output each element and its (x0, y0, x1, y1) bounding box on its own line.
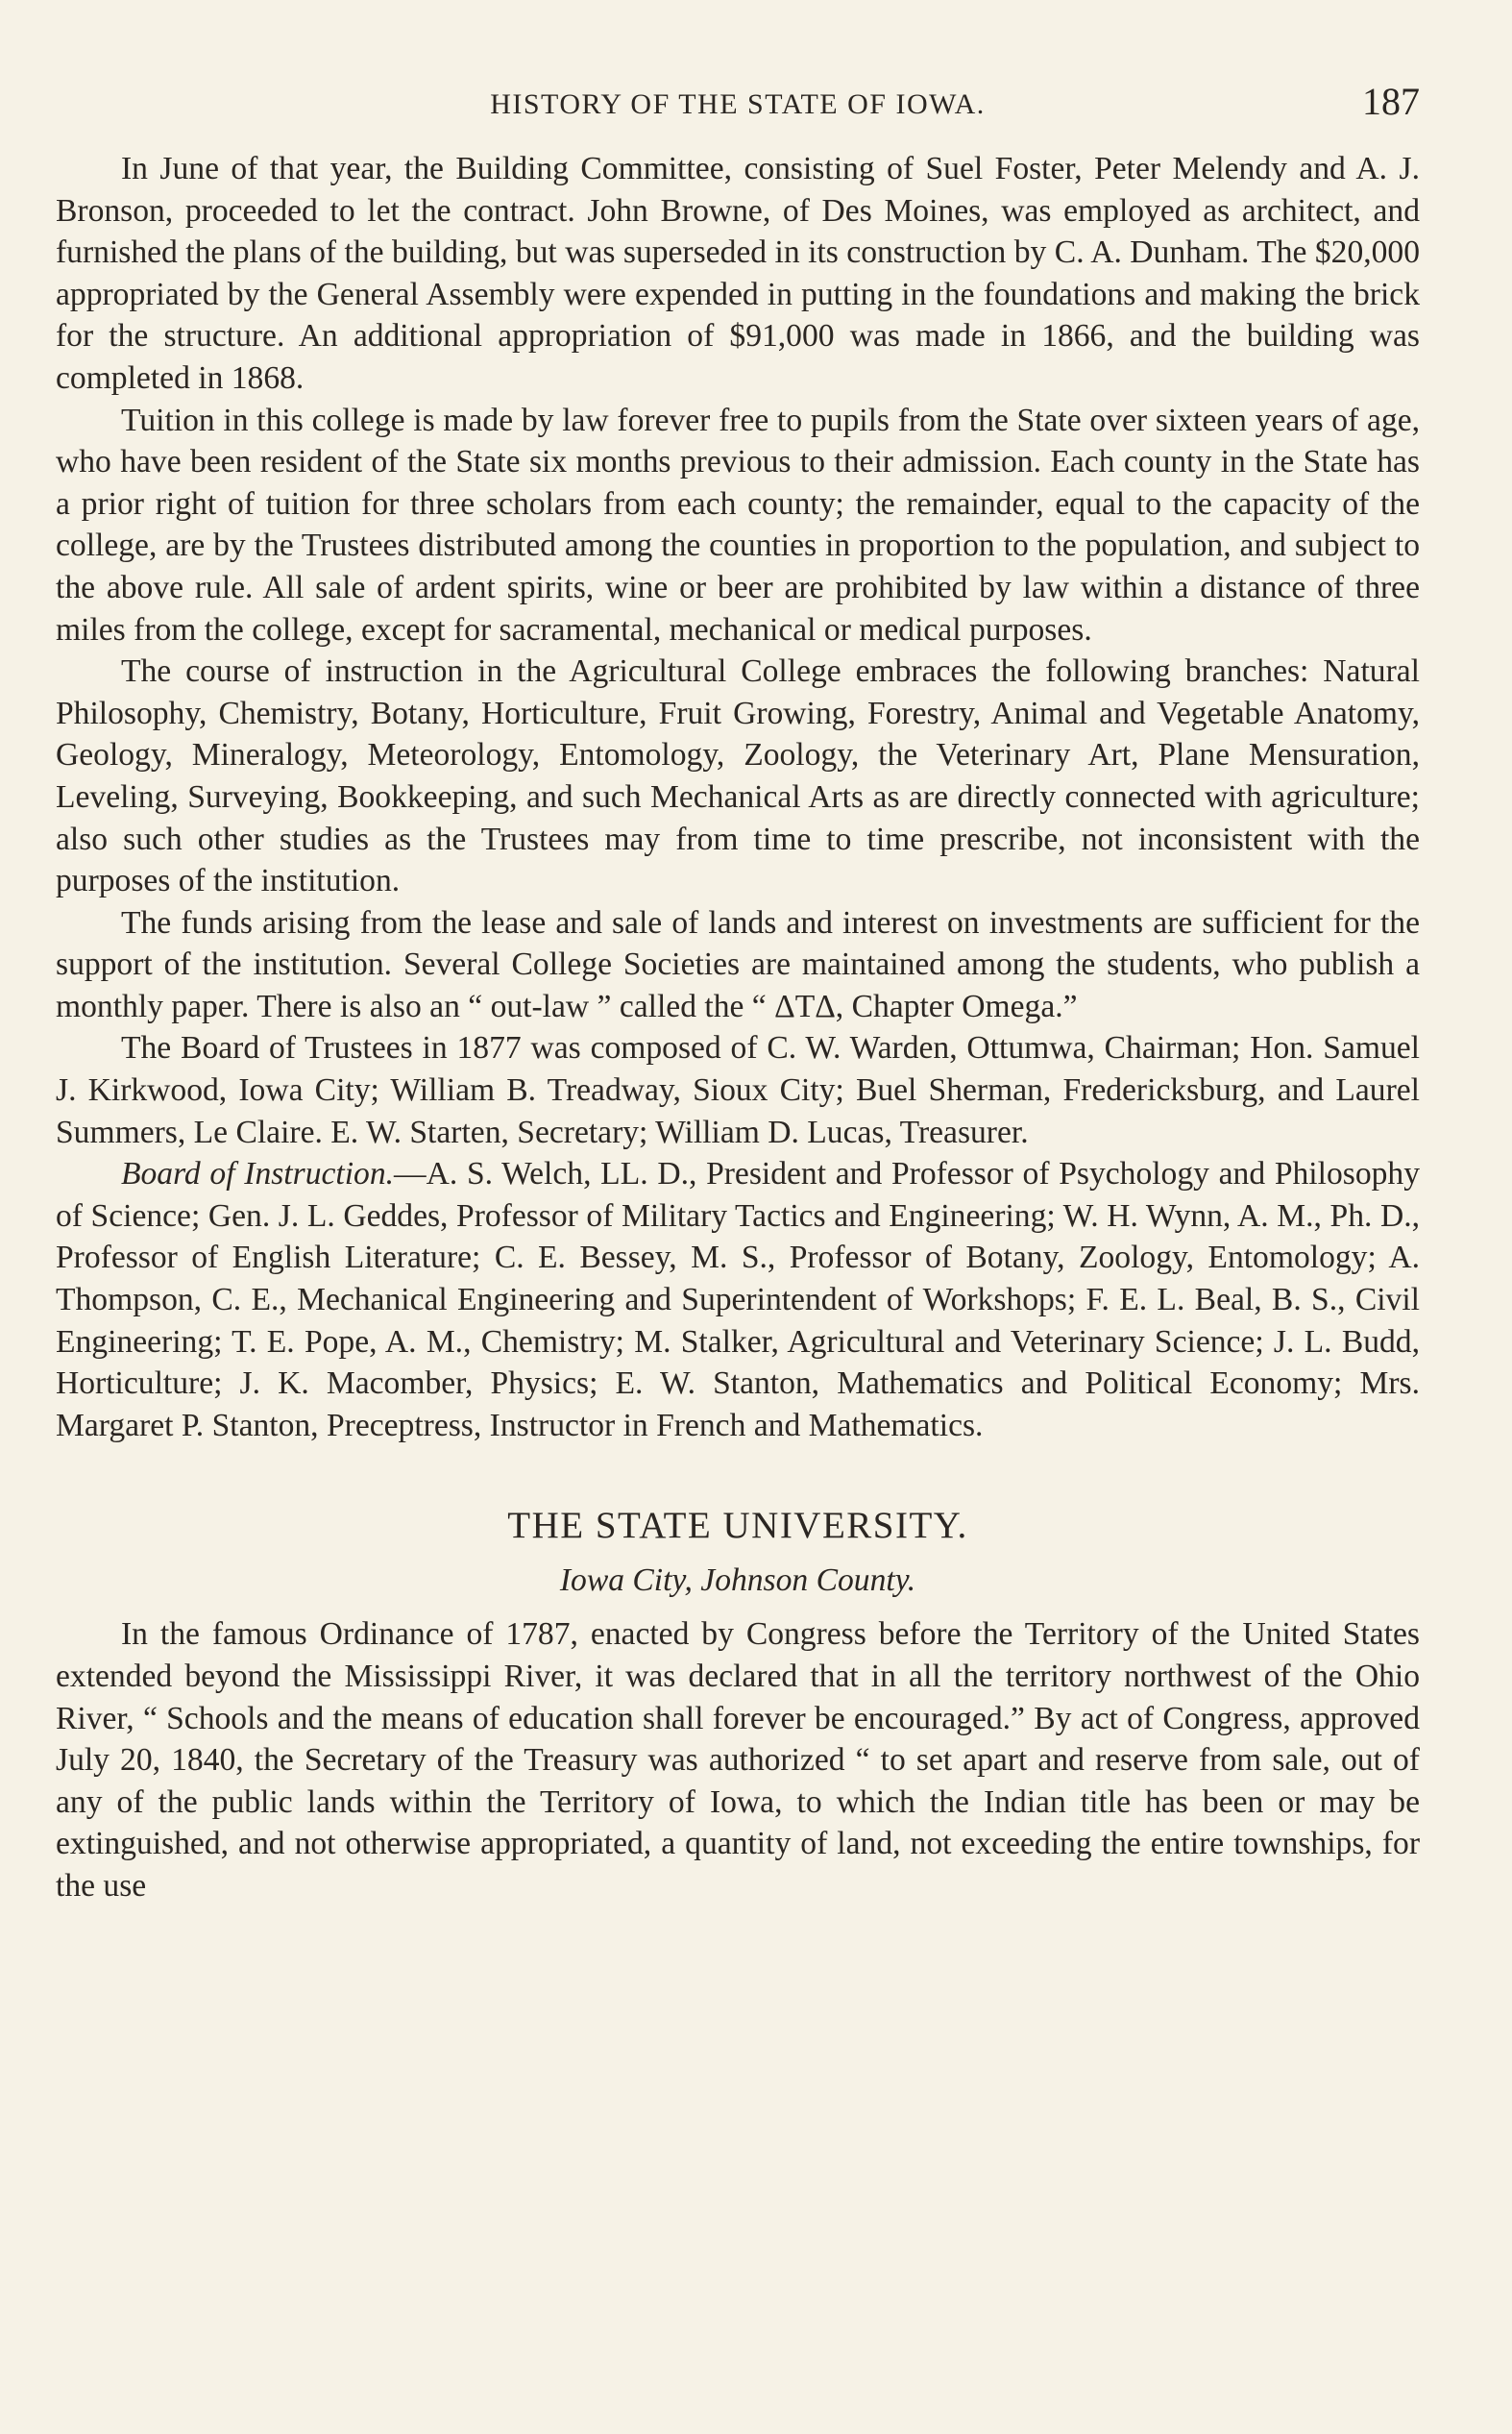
paragraph-course-of-instruction: The course of instruction in the Agricultural College embraces the following branches: Natural Philosophy, Chemistry, Botany, Horticulture, Fruit Growing, Forestry, Animal and Vegetable Anatomy, Geology, Mineralogy, Meteorology, Entomology, Zoology, the Veterinary Art, Plane Mensuration, Leveling, Surveying, Bookkeeping, and such Mechanical Arts as are directly connected with agriculture; also such other studies as the Trustees may from time to time prescribe, not inconsistent with the purposes of the institution. (56, 653, 1420, 899)
section-title: THE STATE UNIVERSITY. (507, 1505, 968, 1547)
board-of-instruction-text: —A. S. Welch, LL. D., President and Professor of Psychology and Philosophy of Science; Gen. J. L. Geddes, Professor of Military Tactics and Engineering; W. H. Wynn, A. M., Ph. D., Professor of English Literature; C. E. Bessey, M. S., Professor of Botany, Zoology, Entomology; A. Thompson, C. E., Mechanical Engineering and Superintendent of Workshops; F. E. L. Beal, B. S., Civil Engineering; T. E. Pope, A. M., Chemistry; M. Stalker, Agricultural and Veterinary Science; J. L. Budd, Horticulture; J. K. Macomber, Physics; E. W. Stanton, Mathematics and Political Economy; Mrs. Margaret P. Stanton, Preceptress, Instructor in French and Mathematics. (56, 1156, 1420, 1443)
book-page (56, 79, 1420, 1907)
paragraph-building-committee: In June of that year, the Building Committee, consisting of Suel Foster, Peter Melendy and A. J. Bronson, proceeded to let the contract. John Browne, of Des Moines, was employed as architect, and furnished the plans of the building, but was superseded in its construction by C. A. Dunham. The $20,000 appropriated by the General Assembly were expended in putting in the foundations and making the brick for the structure. An additional appropriation of $91,000 was made in 1866, and the building was completed in 1868. (56, 151, 1420, 396)
paragraph-board-of-trustees: The Board of Trustees in 1877 was composed of C. W. Warden, Ottumwa, Chairman; Hon. Samuel J. Kirkwood, Iowa City; William B. Treadway, Sioux City; Buel Sherman, Fredericksburg, and Laurel Summers, Le Claire. E. W. Starten, Secretary; William D. Lucas, Treasurer. (56, 1030, 1420, 1150)
section-subtitle: Iowa City, Johnson County. (559, 1562, 916, 1599)
board-of-instruction-lead: Board of Instruction. (121, 1156, 395, 1192)
paragraph-ordinance: In the famous Ordinance of 1787, enacted by Congress before the Territory of the United States extended beyond the Mississippi River, it was declared that in all the territory northwest of the Ohio River, “ Schools and the means of education shall forever be encouraged.” By act of Congress, approved July 20, 1840, the Secretary of the Treasury was authorized “ to set apart and reserve from sale, out of any of the public lands within the Territory of Iowa, to which the Indian title has been or may be extinguished, and not otherwise appropriated, a quantity of land, not exceeding the entire townships, for the use (56, 1616, 1420, 1904)
paragraph-board-of-instruction (56, 1153, 1420, 1446)
paragraph-funds: The funds arising from the lease and sale of lands and interest on investments are sufficient for the support of the institution. Several College Societies are maintained among the students, who publish a monthly paper. There is also an “ out-law ” called the “ ΔTΔ, Chapter Omega.” (56, 904, 1420, 1024)
paragraph-tuition: Tuition in this college is made by law forever free to pupils from the State over sixteen years of age, who have been resident of the State six months previous to their admission. Each county in the State has a prior right of tuition for three scholars from each county; the remainder, equal to the capacity of the college, are by the Trustees distributed among the counties in proportion to the population, and subject to the above rule. All sale of ardent spirits, wine or beer are prohibited by law within a distance of three miles from the college, except for sacramental, mechanical or medical purposes. (56, 402, 1420, 648)
page-number: 187 (1362, 80, 1420, 123)
running-title: HISTORY OF THE STATE OF IOWA. (490, 88, 986, 120)
running-header (56, 79, 1420, 127)
